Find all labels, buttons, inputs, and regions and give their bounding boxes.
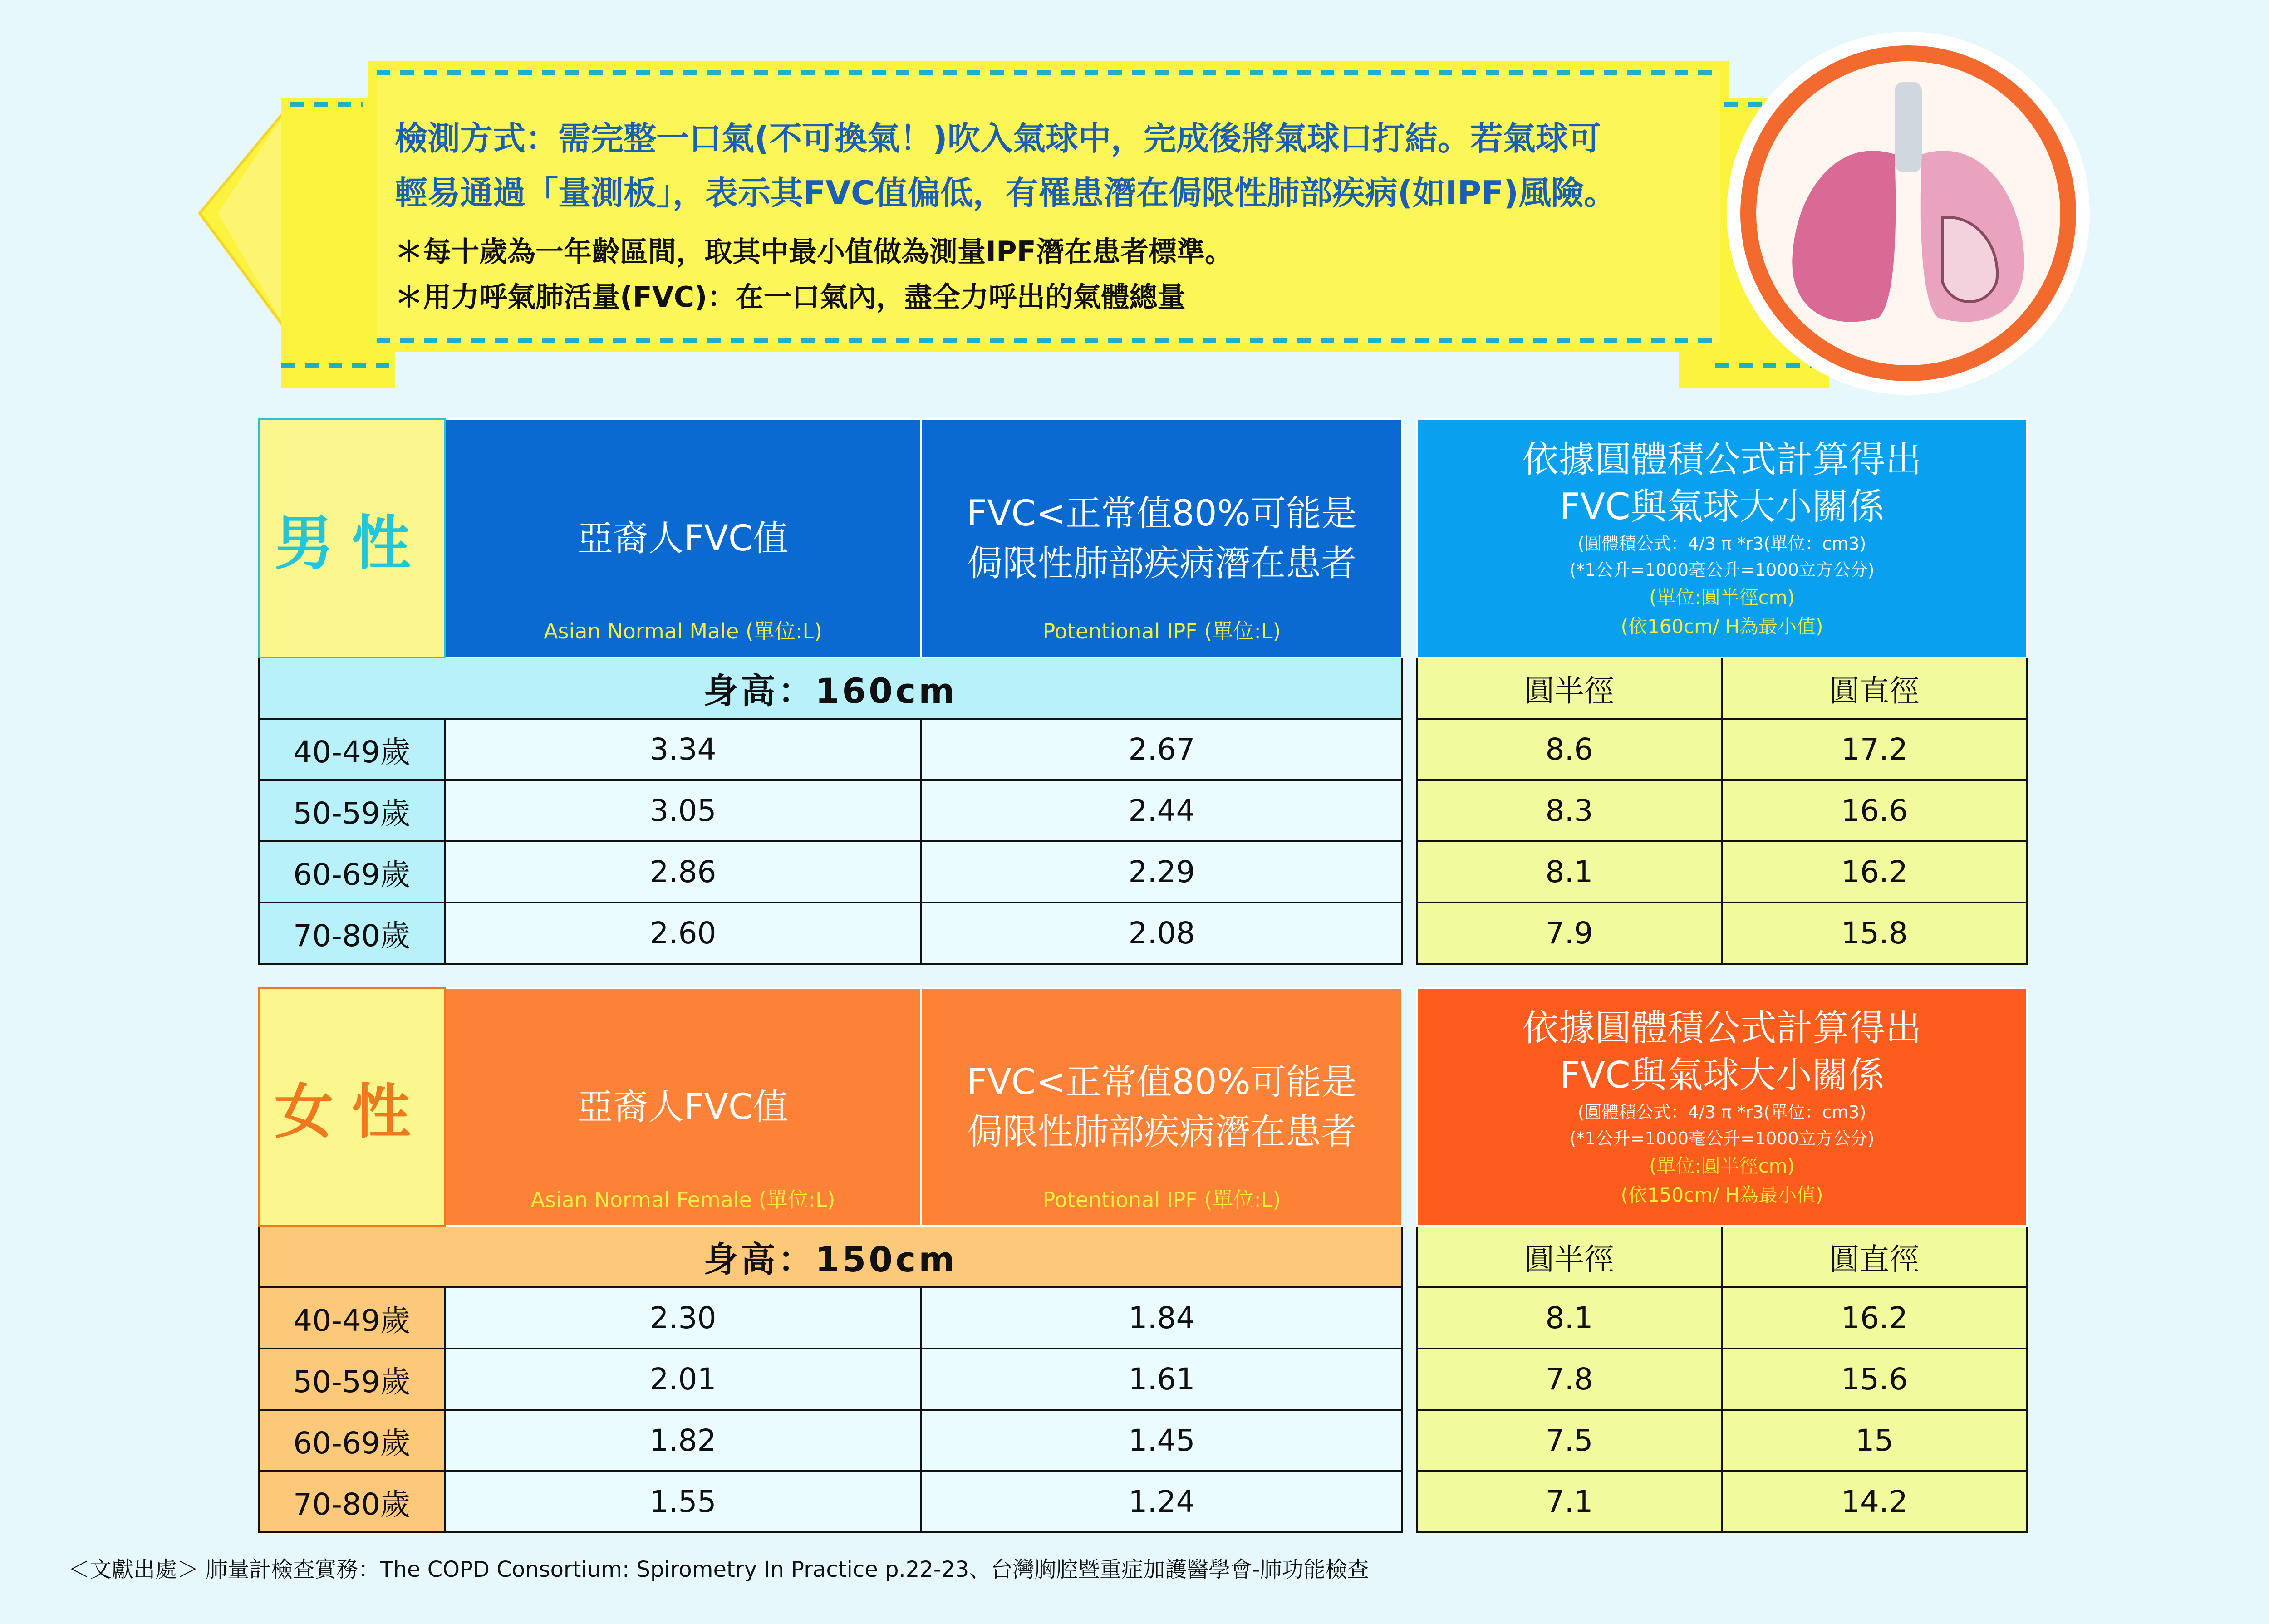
female-balloon-title-2: FVC與氣球大小關係 — [1559, 1054, 1885, 1096]
normal-value: 2.86 — [445, 841, 921, 903]
radius-value: 8.1 — [1417, 1287, 1722, 1349]
radius-value: 8.6 — [1417, 719, 1722, 780]
female-ipf-subtitle: Potentional IPF (單位:L) — [1042, 1187, 1281, 1212]
female-balloon-conversion: (*1公升=1000毫公升=1000立方公分) — [1569, 1128, 1875, 1148]
diameter-value: 16.6 — [1722, 780, 2027, 841]
diameter-value: 16.2 — [1722, 1287, 2027, 1349]
table-row — [1417, 841, 2027, 903]
female-gender-label: 女性 — [259, 988, 445, 1226]
table-row — [259, 1410, 1402, 1471]
normal-value: 1.82 — [445, 1410, 921, 1471]
lung-icon — [1727, 32, 2090, 395]
male-balloon-title-2: FVC與氣球大小關係 — [1559, 485, 1885, 528]
age-cell: 60-69歲 — [259, 1410, 445, 1471]
ipf-value: 2.67 — [921, 719, 1402, 780]
normal-value: 1.55 — [445, 1471, 921, 1532]
radius-value: 7.5 — [1417, 1410, 1722, 1471]
table-row — [1417, 1287, 2027, 1349]
female-ipf-title-1: FVC<正常值80%可能是 — [967, 1061, 1357, 1103]
male-fvc-table — [258, 418, 1403, 965]
ipf-value: 1.45 — [921, 1410, 1402, 1471]
male-balloon-basis: (依160cm/ H為最小值) — [1621, 615, 1823, 638]
female-fvc-table — [258, 987, 1403, 1533]
male-balloon-formula: (圓體積公式：4/3 π *r3(單位：cm3) — [1577, 533, 1866, 554]
female-balloon-header — [1417, 988, 2027, 1226]
ipf-value: 1.24 — [921, 1471, 1402, 1532]
male-normal-title: 亞裔人FVC值 — [577, 518, 789, 559]
male-normal-subtitle: Asian Normal Male (單位:L) — [544, 619, 822, 643]
male-balloon-title-1: 依據圓體積公式計算得出 — [1522, 438, 1922, 481]
female-ipf-header — [921, 988, 1402, 1226]
ipf-value: 2.44 — [921, 780, 1402, 841]
male-height-row: 身高：160cm — [259, 657, 1402, 719]
female-normal-subtitle: Asian Normal Female (單位:L) — [530, 1187, 835, 1212]
female-normal-header — [445, 988, 921, 1226]
normal-value: 2.60 — [445, 903, 921, 964]
diameter-value: 14.2 — [1722, 1471, 2027, 1532]
age-cell: 40-49歲 — [259, 719, 445, 780]
table-row — [1417, 1410, 2027, 1471]
male-ipf-title-2: 侷限性肺部疾病潛在患者 — [967, 543, 1356, 584]
diameter-header: 圓直徑 — [1722, 657, 2027, 719]
radius-value: 7.1 — [1417, 1471, 1722, 1532]
male-balloon-header — [1417, 419, 2027, 657]
male-balloon-unit: (單位:圓半徑cm) — [1649, 586, 1795, 608]
male-normal-header — [445, 419, 921, 657]
female-height-row: 身高：150cm — [259, 1226, 1402, 1287]
banner-note-1: ＊每十歲為一年齡區間，取其中最小值做為測量IPF潛在患者標準。 — [395, 235, 1233, 268]
table-row — [1417, 1349, 2027, 1410]
radius-value: 7.9 — [1417, 903, 1722, 964]
radius-header: 圓半徑 — [1417, 1226, 1722, 1287]
radius-header: 圓半徑 — [1417, 657, 1722, 719]
table-row — [1417, 1471, 2027, 1532]
normal-value: 3.05 — [445, 780, 921, 841]
ipf-value: 2.08 — [921, 903, 1402, 964]
male-ipf-subtitle: Potentional IPF (單位:L) — [1042, 619, 1281, 643]
male-balloon-table — [1416, 418, 2028, 965]
age-cell: 60-69歲 — [259, 841, 445, 903]
table-row — [259, 780, 1402, 841]
diameter-value: 15 — [1722, 1410, 2027, 1471]
age-cell: 50-59歲 — [259, 780, 445, 841]
male-ipf-title-1: FVC<正常值80%可能是 — [967, 493, 1357, 534]
table-row — [1417, 719, 2027, 780]
male-ipf-header — [921, 419, 1402, 657]
radius-value: 8.3 — [1417, 780, 1722, 841]
age-cell: 70-80歲 — [259, 1471, 445, 1532]
female-balloon-unit: (單位:圓半徑cm) — [1649, 1154, 1795, 1177]
banner-line-2: 輕易通過「量測板」，表示其FVC值偏低，有罹患潛在侷限性肺部疾病(如IPF)風險。 — [395, 174, 1617, 212]
ipf-value: 1.61 — [921, 1349, 1402, 1410]
female-balloon-formula: (圓體積公式：4/3 π *r3(單位：cm3) — [1577, 1102, 1866, 1122]
radius-value: 8.1 — [1417, 841, 1722, 903]
ipf-value: 2.29 — [921, 841, 1402, 903]
male-gender-label: 男性 — [259, 419, 445, 657]
female-balloon-basis: (依150cm/ H為最小值) — [1621, 1183, 1823, 1206]
normal-value: 3.34 — [445, 719, 921, 780]
table-row — [259, 841, 1402, 903]
diameter-value: 15.8 — [1722, 903, 2027, 964]
female-balloon-title-1: 依據圓體積公式計算得出 — [1522, 1006, 1922, 1049]
diameter-value: 16.2 — [1722, 841, 2027, 903]
table-row — [259, 903, 1402, 964]
female-balloon-table — [1416, 987, 2028, 1533]
diameter-value: 17.2 — [1722, 719, 2027, 780]
age-cell: 70-80歲 — [259, 903, 445, 964]
age-cell: 40-49歲 — [259, 1287, 445, 1349]
banner-line-1: 檢測方式：需完整一口氣(不可換氣！)吹入氣球中，完成後將氣球口打結。若氣球可 — [395, 119, 1601, 157]
female-ipf-title-2: 侷限性肺部疾病潛在患者 — [967, 1111, 1356, 1153]
diameter-value: 15.6 — [1722, 1349, 2027, 1410]
table-row — [1417, 903, 2027, 964]
reference-footer: ＜文獻出處＞ 肺量計檢查實務：The COPD Consortium: Spirometry In Practice p.22-23、台灣胸腔暨重症加護醫學會-肺功能檢查 — [68, 1557, 1369, 1582]
table-row — [259, 719, 1402, 780]
table-row — [259, 1349, 1402, 1410]
normal-value: 2.01 — [445, 1349, 921, 1410]
table-row — [259, 1471, 1402, 1532]
ipf-value: 1.84 — [921, 1287, 1402, 1349]
banner-note-2: ＊用力呼氣肺活量(FVC)：在一口氣內，盡全力呼出的氣體總量 — [395, 280, 1186, 314]
female-normal-title: 亞裔人FVC值 — [577, 1086, 789, 1128]
radius-value: 7.8 — [1417, 1349, 1722, 1410]
normal-value: 2.30 — [445, 1287, 921, 1349]
table-row — [259, 1287, 1402, 1349]
table-row — [1417, 780, 2027, 841]
age-cell: 50-59歲 — [259, 1349, 445, 1410]
male-balloon-conversion: (*1公升=1000毫公升=1000立方公分) — [1569, 559, 1875, 580]
diameter-header: 圓直徑 — [1722, 1226, 2027, 1287]
